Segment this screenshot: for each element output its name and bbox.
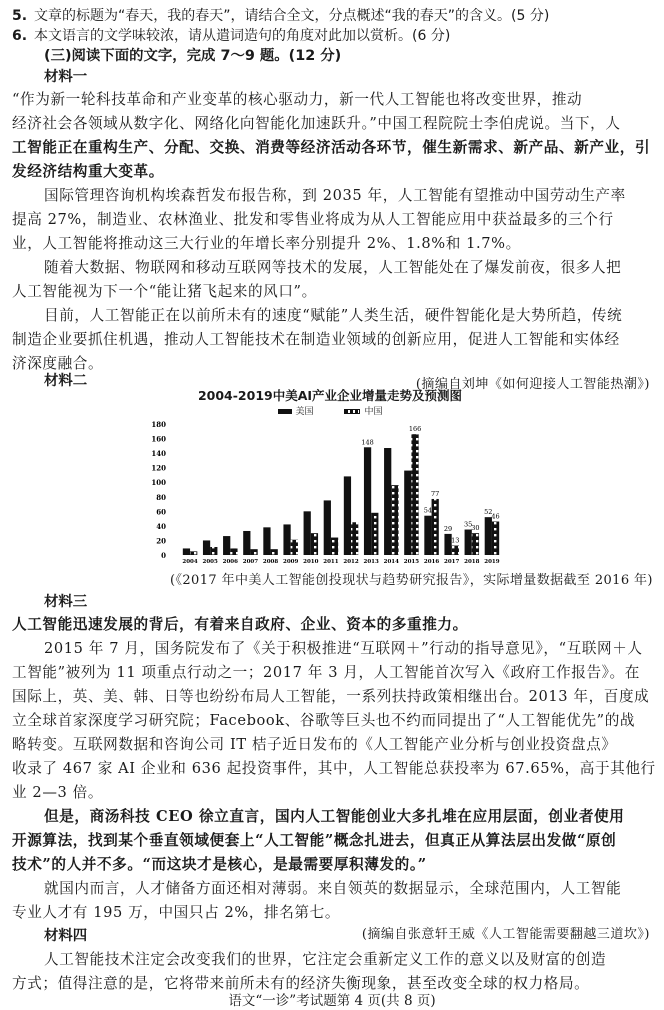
bar-cn-2015: [411, 434, 418, 555]
data-label: 77: [431, 489, 440, 498]
material3-line: 立全球首家深度学习研究院；Facebook、谷歌等巨头也不约而同提出了“人工智能优先”的战: [12, 712, 636, 729]
x-tick-label: 2009: [283, 559, 299, 565]
material1-line: 目前，人工智能正在以前所未有的速度“赋能”人类生活，硬件智能化是大势所趋，传统: [44, 307, 623, 324]
bar-cn-2017: [452, 546, 459, 555]
bar-us-2011: [324, 500, 331, 555]
material3-line: 但是，商汤科技 CEO 徐立直言，国内人工智能创业大多扎堆在应用层面，创业者使用: [44, 808, 625, 825]
x-tick-label: 2018: [464, 559, 480, 565]
bar-cn-2018: [472, 533, 479, 555]
x-tick-label: 2015: [403, 559, 420, 565]
bar-us-2012: [344, 476, 351, 555]
question-5: [12, 7, 549, 25]
data-label: 52: [484, 508, 493, 517]
section-heading: (三)阅读下面的文字，完成 7～9 题。(12 分): [44, 48, 342, 64]
x-tick-label: 2013: [363, 559, 379, 565]
x-tick-label: 2006: [222, 559, 238, 565]
material3-line: 业 2—3 倍。: [12, 784, 104, 801]
material3-line: 收录了 467 家 AI 企业和 636 起投资事件，其中，人工智能总获投率为 67.65%，高于其他行: [12, 760, 656, 777]
material3-line: 国际上，英、美、韩、日等也纷纷布局人工智能，一系列扶持政策相继出台。2013 年，百度成: [12, 688, 650, 705]
legend-label-us: 美国: [295, 407, 314, 417]
bar-us-2010: [304, 511, 311, 555]
material3-line: 专业人才有 195 万，中国只占 2%，排名第七。: [12, 904, 341, 921]
material3-line: 工智能”被列为 11 项重点行动之一；2017 年 3 月，人工智能首次写入《政府工作报告》。在: [12, 664, 640, 681]
y-tick-label: 0: [161, 551, 166, 560]
material1-line: 制造企业要抓住机遇，推动人工智能技术在制造业领域的创新应用，促进人工智能和实体经: [12, 331, 620, 348]
question-6: [12, 27, 450, 45]
question-number: 6.: [12, 28, 28, 44]
bar-cn-2012: [351, 522, 358, 555]
y-tick-label: 100: [151, 478, 166, 488]
bar-chart: [150, 382, 510, 570]
bar-cn-2008: [271, 549, 278, 555]
x-tick-label: 2005: [202, 559, 218, 565]
x-tick-label: 2016: [423, 559, 440, 565]
x-tick-label: 2017: [444, 559, 460, 565]
x-tick-label: 2008: [262, 559, 279, 565]
material1-title: 材料一: [44, 69, 88, 85]
material1-line: 济深度融合。: [12, 355, 104, 372]
bar-cn-2016: [432, 499, 439, 555]
bar-cn-2006: [230, 548, 237, 555]
data-label: 29: [443, 524, 453, 533]
data-label: 35: [464, 520, 473, 529]
x-tick-label: 2010: [303, 559, 319, 565]
data-label: 30: [471, 524, 480, 533]
material1-line: 业，人工智能将推动这三大行业的年增长率分别提升 2%、1.8%和 1.7%。: [12, 235, 521, 252]
y-tick-label: 120: [151, 463, 166, 473]
material3-line: 技术”的人并不多。“而这块才是核心，是最需要厚积薄发的。”: [12, 856, 427, 873]
bar-us-2019: [485, 517, 492, 555]
bar-us-2007: [243, 531, 250, 555]
material3-title: 材料三: [44, 594, 88, 610]
bar-us-2008: [263, 527, 270, 555]
bar-cn-2014: [391, 485, 398, 555]
bar-cn-2004: [190, 551, 197, 555]
material4-line: 方式；值得注意的是，它将带来前所未有的经济失衡现象，甚至改变全球的权力格局。: [12, 975, 590, 992]
material1-line: “作为新一轮科技革命和产业变革的核心驱动力，新一代人工智能也将改变世界，推动: [12, 91, 583, 108]
material3-line: 开源算法，找到某个垂直领域便套上“人工智能”概念扎进去，但真正从算法层出发做“原创: [12, 832, 617, 849]
x-tick-label: 2014: [383, 559, 399, 565]
question-number: 5.: [12, 8, 28, 24]
bar-us-2015: [404, 471, 411, 555]
material1-line: 经济社会各领域从数字化、网络化向智能化加速跃升。”中国工程院院士李伯虎说。当下，人: [12, 115, 621, 132]
material1-line: 提高 27%，制造业、农林渔业、批发和零售业将成为从人工智能应用中获益最多的三个行: [12, 211, 614, 228]
chart-title: 2004-2019中美AI产业企业增量走势及预测图: [197, 388, 463, 403]
material1-line: 国际管理咨询机构埃森哲发布报告称，到 2035 年，人工智能有望推动中国劳动生产率: [44, 187, 626, 204]
material3-line: 2015 年 7 月，国务院发布了《关于积极推进“互联网＋”行动的指导意见》，“互联网＋人: [44, 640, 643, 657]
material1-line: 随着大数据、物联网和移动互联网等技术的发展，人工智能处在了爆发前夜，很多人把: [44, 259, 622, 276]
material3-source: (摘编自张意轩王威《人工智能需要翻越三道坎》): [361, 927, 650, 942]
bar-us-2013: [364, 447, 371, 555]
material3-line: 略转变。互联网数据和咨询公司 IT 桔子近日发布的《人工智能产业分析与创业投资盘点》: [12, 736, 617, 753]
x-tick-label: 2011: [323, 559, 339, 565]
material4-line: 人工智能技术注定会改变我们的世界，它注定会重新定义工作的意义以及财富的创造: [44, 951, 607, 968]
y-tick-label: 20: [156, 536, 166, 546]
bar-us-2004: [183, 548, 190, 555]
x-tick-label: 2007: [242, 559, 259, 565]
y-tick-label: 80: [156, 492, 166, 502]
material1-source: (摘编自刘坤《如何迎接人工智能热潮》): [415, 377, 650, 392]
bar-us-2006: [223, 536, 230, 555]
data-label: 13: [451, 536, 460, 545]
y-tick-label: 60: [156, 507, 166, 517]
y-tick-label: 180: [151, 420, 166, 429]
chart-source-note: (《2017 年中美人工智能创投现状与趋势研究报告》，实际增量数据截至 2016 年): [170, 573, 653, 588]
bar-cn-2007: [250, 549, 257, 555]
bar-us-2014: [384, 448, 391, 555]
bar-cn-2009: [291, 540, 298, 555]
data-label: 46: [491, 512, 500, 521]
y-tick-label: 140: [151, 449, 166, 459]
data-label: 166: [408, 425, 422, 434]
data-label: 148: [361, 438, 374, 447]
chart-plot: [150, 382, 510, 570]
legend-label-cn: 中国: [364, 407, 383, 417]
x-tick-label: 2004: [182, 559, 198, 565]
material1-line: 人工智能视为下一个“能让猪飞起来的风口”。: [12, 283, 317, 300]
bar-us-2018: [465, 530, 472, 555]
material1-line: 发经济结构重大变革。: [12, 163, 164, 180]
x-tick-label: 2019: [484, 559, 500, 565]
bar-cn-2013: [371, 513, 378, 555]
bar-cn-2019: [492, 522, 499, 555]
material4-title: 材料四: [44, 928, 88, 944]
question-text: 本文语言的文学味较浓，请从遣词造句的角度对此加以赏析。(6 分): [34, 28, 451, 44]
material1-line: 工智能正在重构生产、分配、交换、消费等经济活动各环节，催生新需求、新产品、新产业，引: [12, 139, 651, 156]
bar-cn-2011: [331, 538, 338, 555]
page-footer: 语文“一诊”考试题第 4 页(共 8 页): [228, 993, 436, 1009]
y-tick-label: 160: [151, 434, 166, 444]
question-text: 文章的标题为“春天，我的春天”，请结合全文，分点概述“我的春天”的含义。(5 分): [34, 8, 550, 24]
data-label: 54: [423, 506, 433, 515]
bar-us-2016: [424, 516, 431, 555]
material3-line: 就国内而言，人才储备方面还相对薄弱。来自领英的数据显示，全球范围内，人工智能: [44, 880, 622, 897]
bar-us-2005: [203, 540, 210, 555]
material3-line: 人工智能迅速发展的背后，有着来自政府、企业、资本的多重推力。: [12, 616, 468, 633]
material2-title: 材料二: [44, 373, 88, 389]
bar-cn-2010: [311, 533, 318, 555]
x-tick-label: 2012: [343, 559, 359, 565]
bar-cn-2005: [210, 547, 217, 555]
bar-us-2009: [283, 524, 290, 555]
y-tick-label: 40: [156, 521, 166, 531]
